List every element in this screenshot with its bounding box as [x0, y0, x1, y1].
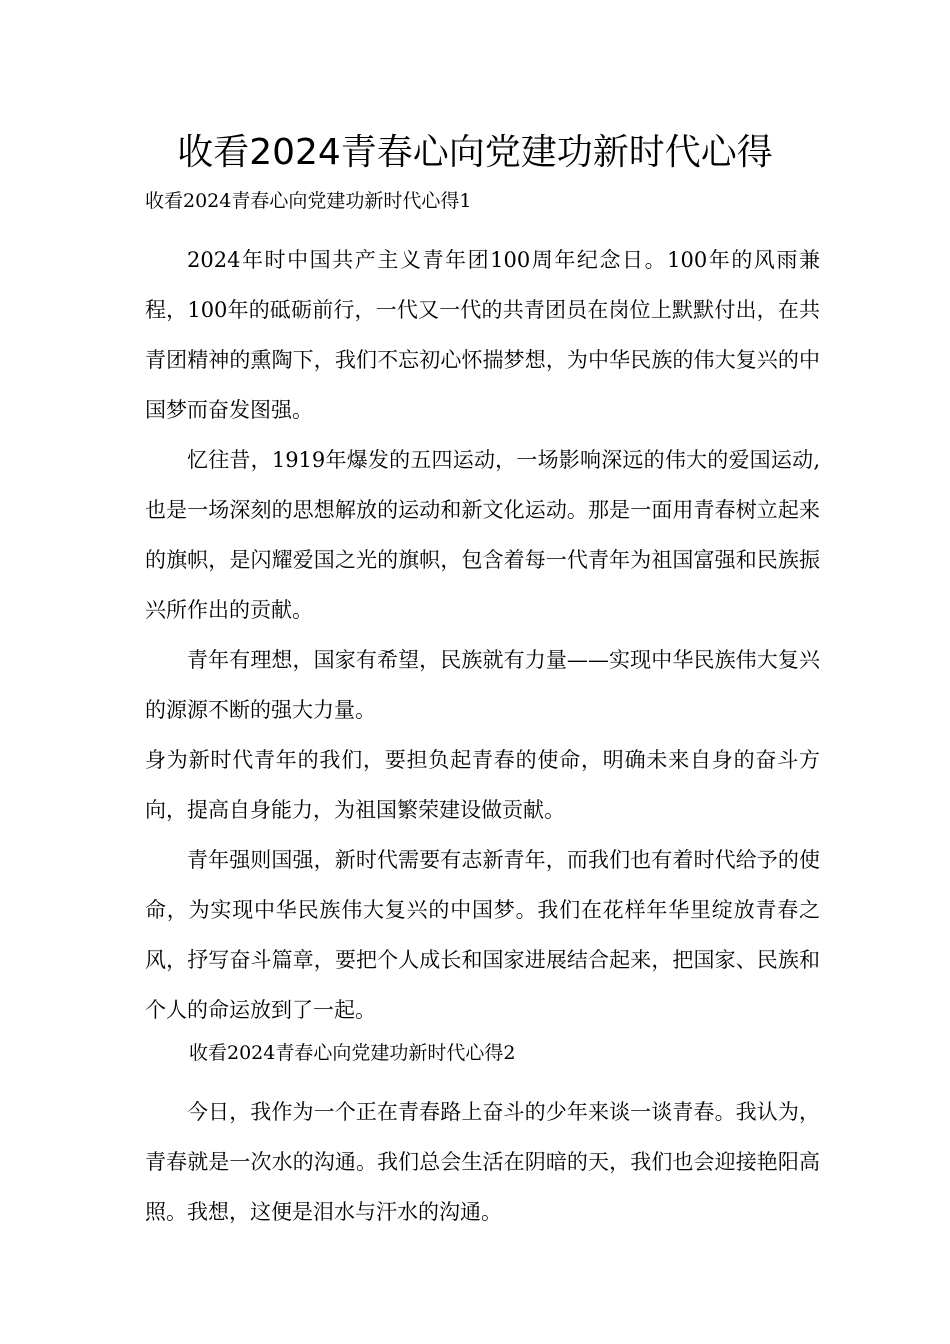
paragraph-5: 青年强则国强，新时代需要有志新青年，而我们也有着时代给予的使命，为实现中华民族伟大复兴的中国梦。我们在花样年华里绽放青春之风，抒写奋斗篇章，要把个人成长和国家进展结合起来，把国家、民族和个人的命运放到了一起。 — [145, 848, 820, 1022]
section-heading-1: 收看2024青春心向党建功新时代心得1 — [145, 190, 472, 212]
paragraph-2: 忆往昔，1919年爆发的五四运动，一场影响深远的伟大的爱国运动,也是一场深刻的思想解放的运动和新文化运动。那是一面用青春树立起来的旗帜，是闪耀爱国之光的旗帜，包含着每一代青年为祖国富强和民族振兴所作出的贡献。 — [145, 448, 820, 622]
paragraph-6: 今日，我作为一个正在青春路上奋斗的少年来谈一谈青春。我认为，青春就是一次水的沟通。我们总会生活在阴暗的天，我们也会迎接艳阳高照。我想，这便是泪水与汗水的沟通。 — [145, 1100, 820, 1224]
document-title: 收看2024青春心向党建功新时代心得 — [177, 132, 773, 173]
paragraph-4: 身为新时代青年的我们，要担负起青春的使命，明确未来自身的奋斗方向，提高自身能力，为祖国繁荣建设做贡献。 — [145, 748, 820, 822]
document-body — [145, 185, 820, 1237]
paragraph-3: 青年有理想，国家有希望，民族就有力量——实现中华民族伟大复兴的源源不断的强大力量。 — [145, 648, 820, 722]
section-heading-2: 收看2024青春心向党建功新时代心得2 — [189, 1042, 516, 1064]
paragraph-1: 2024年时中国共产主义青年团100周年纪念日。100年的风雨兼程，100年的砥砺前行，一代又一代的共青团员在岗位上默默付出，在共青团精神的熏陶下，我们不忘初心怀揣梦想，为中华民族的伟大复兴的中国梦而奋发图强。 — [145, 248, 820, 422]
